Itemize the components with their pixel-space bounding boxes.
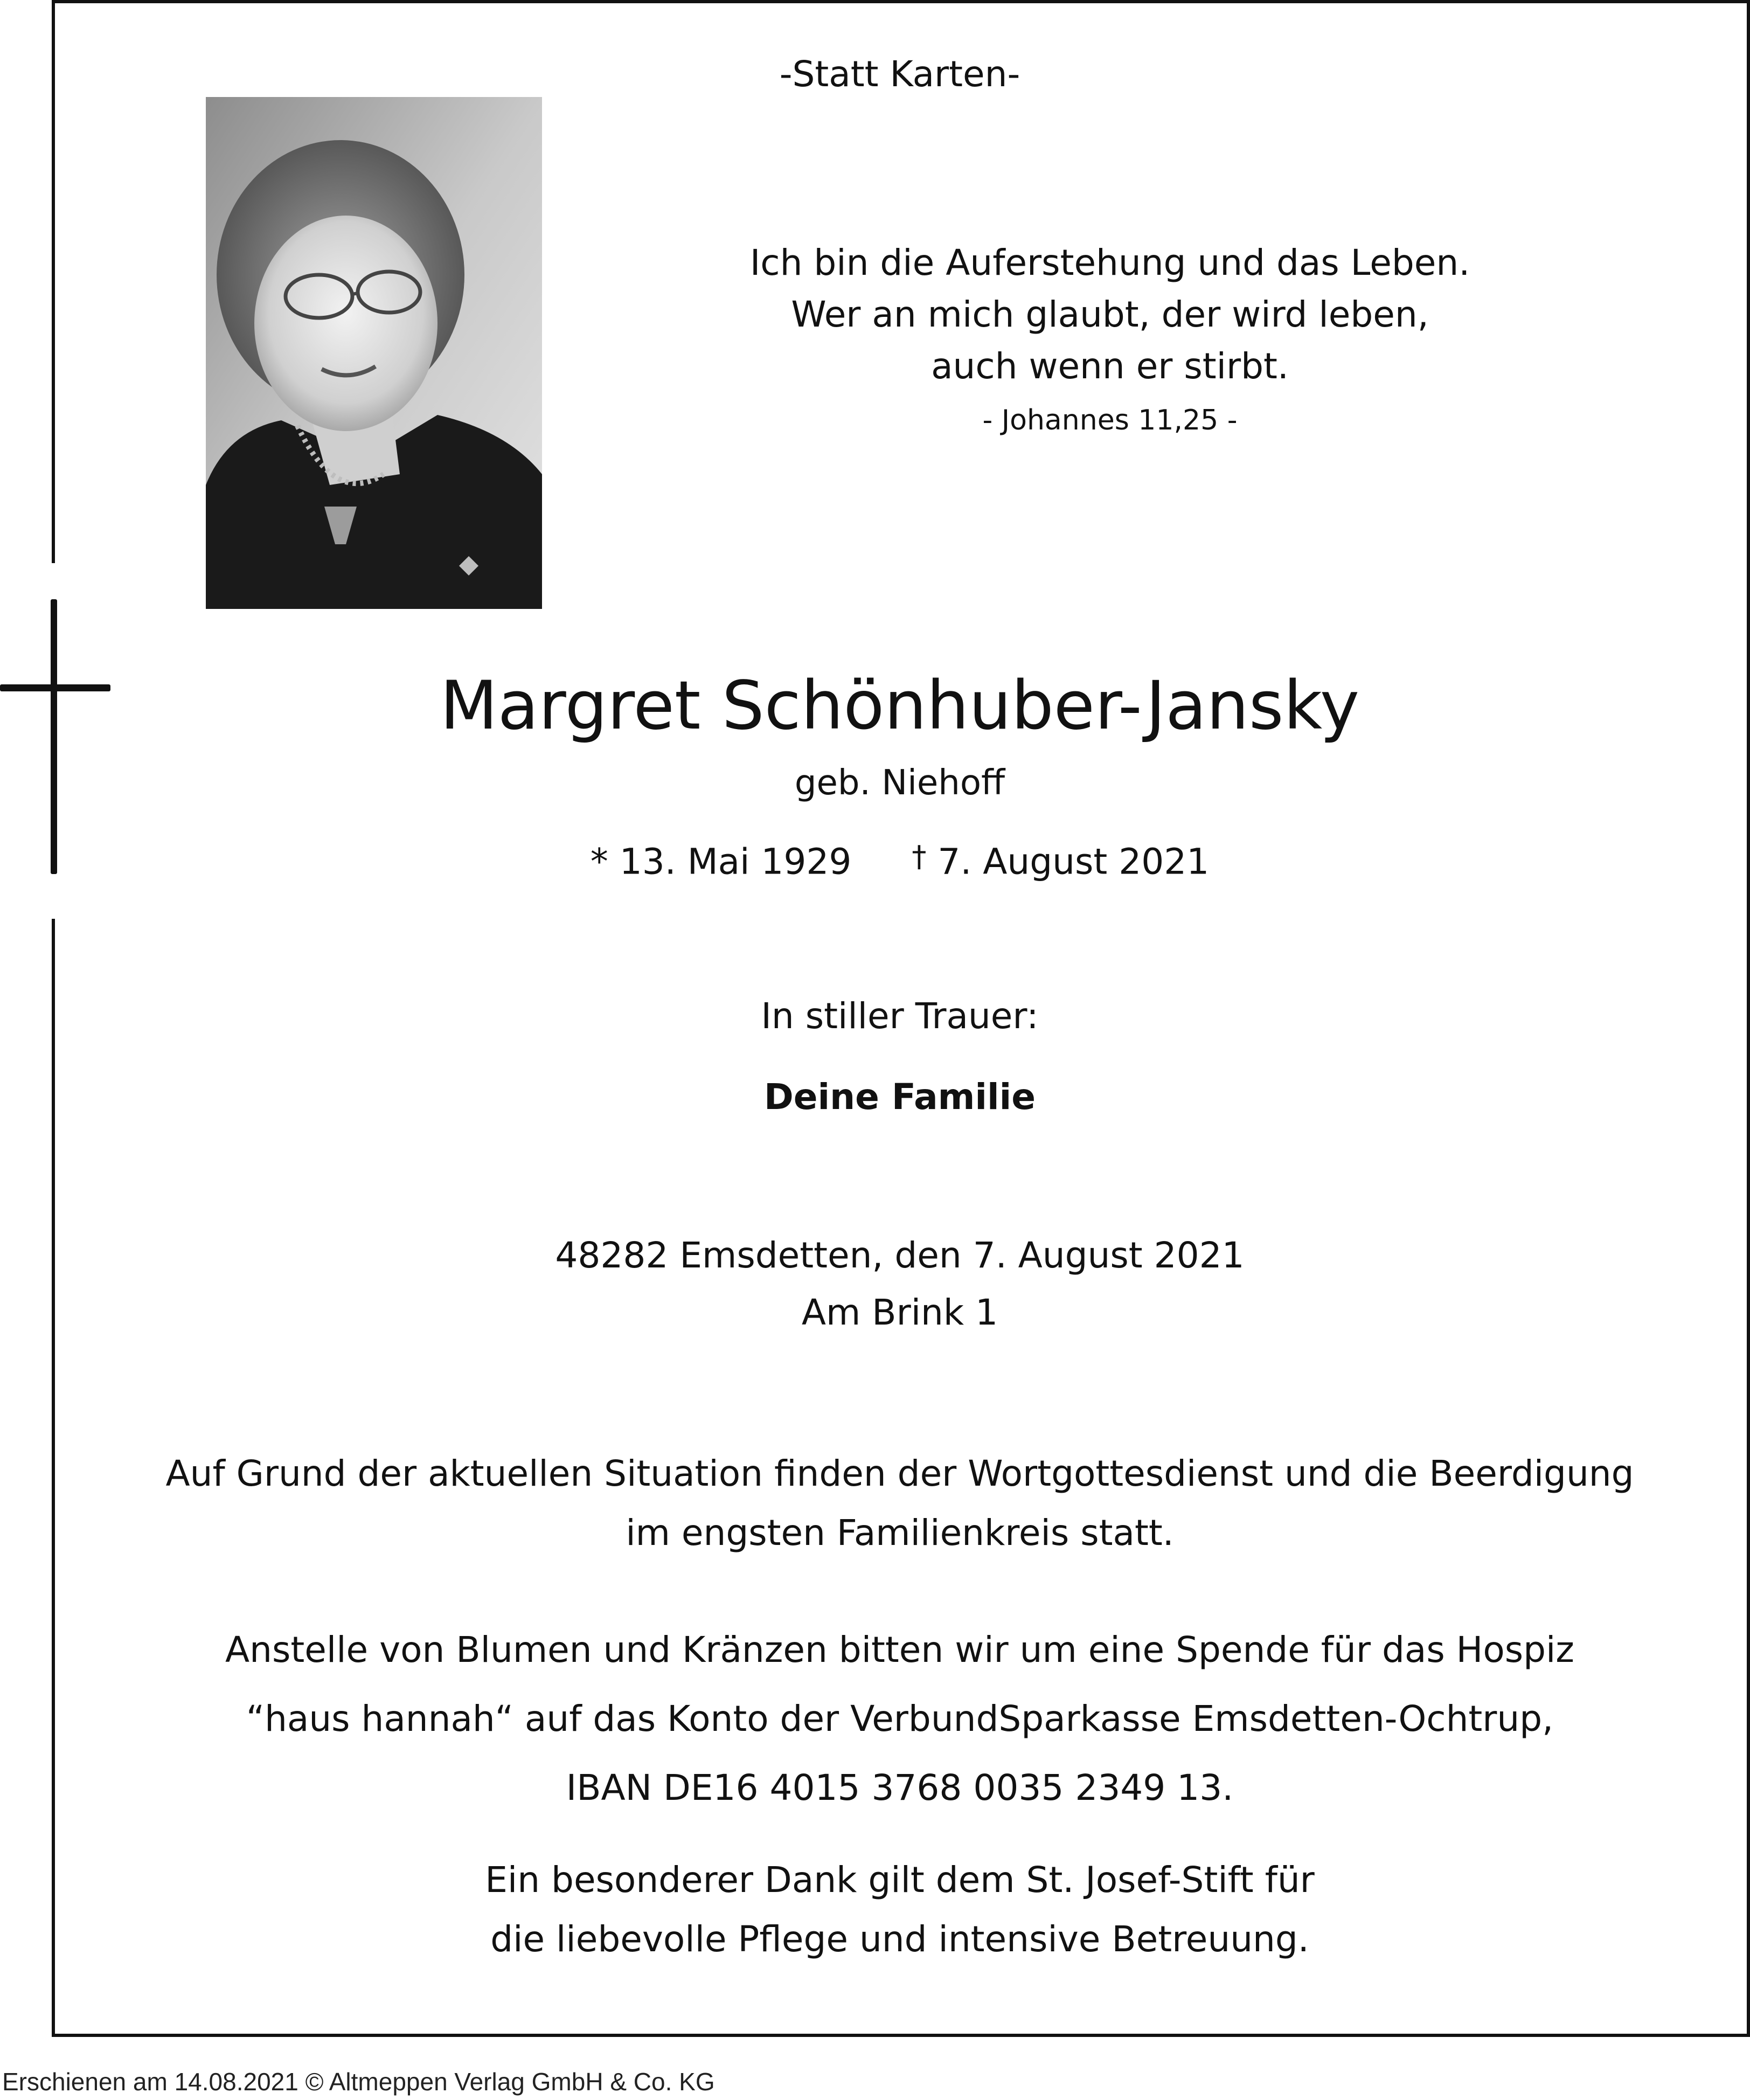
mourning-family: Deine Familie (763, 1076, 1036, 1118)
publication-credit: Erschienen am 14.08.2021 © Altmeppen Verlag GmbH & Co. KG (2, 2068, 715, 2096)
birth-date: * 13. Mai 1929 (590, 841, 852, 883)
verse-line: Ich bin die Auferstehung und das Leben. (749, 242, 1470, 283)
frame-border-top (52, 0, 1750, 3)
frame-border-left-upper (52, 0, 55, 563)
funeral-notice (97, 1444, 1703, 1563)
street-address: Am Brink 1 (801, 1292, 998, 1333)
death-date: 7. August 2021 (938, 841, 1210, 883)
deceased-name: Margret Schönhuber-Jansky (440, 667, 1360, 745)
maiden-name: geb. Niehoff (794, 763, 1005, 803)
verse-line: auch wenn er stirbt. (931, 345, 1289, 387)
thanks-notice (97, 1851, 1703, 1969)
place-date: 48282 Emsdetten, den 7. August 2021 (555, 1235, 1245, 1276)
notice-line: die liebevolle Pflege und intensive Betreuung. (490, 1918, 1309, 1960)
frame-border-left-lower (52, 919, 55, 2037)
notice-line: Anstelle von Blumen und Kränzen bitten wir um eine Spende für das Hospiz (225, 1629, 1574, 1671)
mourning-intro: In stiller Trauer: (761, 995, 1039, 1037)
notice-line: Ein besonderer Dank gilt dem St. Josef-Stift für (485, 1859, 1315, 1901)
notice-line: IBAN DE16 4015 3768 0035 2349 13. (566, 1767, 1234, 1808)
notice-line: “haus hannah“ auf das Konto der VerbundSparkasse Emsdetten-Ochtrup, (246, 1698, 1554, 1739)
statt-karten-label: -Statt Karten- (779, 53, 1020, 95)
frame-border-bottom (52, 2034, 1750, 2037)
death-cross-icon: † (912, 840, 927, 874)
frame-border-right (1747, 0, 1750, 2037)
life-dates (485, 830, 1315, 889)
cross-horizontal-bar (0, 684, 110, 691)
verse-line: Wer an mich glaubt, der wird leben, (791, 294, 1429, 335)
donation-notice (97, 1616, 1703, 1822)
verse-reference: - Johannes 11,25 - (982, 404, 1238, 436)
verse-block (668, 237, 1552, 392)
portrait-photo (206, 97, 542, 609)
notice-line: Auf Grund der aktuellen Situation finden der Wortgottesdienst und die Beerdigung (165, 1453, 1634, 1494)
cross-vertical-bar (51, 599, 57, 874)
notice-line: im engsten Familienkreis statt. (626, 1512, 1174, 1554)
